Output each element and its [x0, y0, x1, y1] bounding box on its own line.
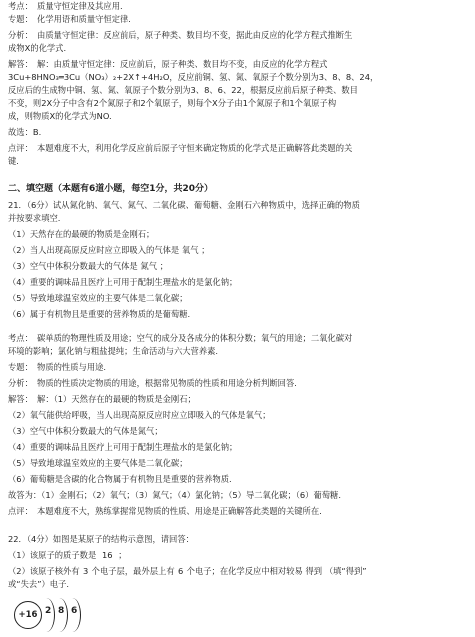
q21-item-4-end: ； — [229, 277, 238, 287]
pingjia-line-cont: 键. — [8, 156, 19, 166]
q22-item-2-gain-answer: 得到 — [303, 565, 325, 578]
q21-jieda-3: （3）空气中体积分数最大的气体是氮气； — [8, 426, 163, 436]
q22-stem: 22．（4分）如图是某原子的结构示意图，请回答： — [8, 534, 194, 544]
q21-final-answer: 故答为：（1）金刚石；（2）氧气；（3）氮气；（4）氯化钠；（5）导二氧化碳；（6）葡萄糖. — [8, 490, 341, 500]
q22-item-2 — [8, 565, 469, 578]
equation-line: 3Cu+8HNO₃═3Cu（NO₃）₂+2X↑+4H₂O，反应前铜、氢、氮、氧原子个数分别为3、8、8、24， — [8, 72, 379, 82]
kaodian-line: 考点： 质量守恒定律及其应用. — [8, 1, 123, 11]
q22-item-1-end: ； — [118, 550, 127, 560]
q21-item-6-text: （6）属于有机物且是重要的营养物质的是 — [8, 309, 163, 319]
atom-structure-diagram — [14, 598, 134, 632]
q21-jieda-2: （2）氧气能供给呼吸，当人出现高原反应时应立即吸入的气体是氧气； — [8, 410, 271, 420]
q21-jieda-4: （4）重要的调味品且医疗上可用于配制生理盐水的是氯化钠； — [8, 442, 238, 452]
q21-jieda-1: 解答： 解：（1）天然存在的最硬的物质是金刚石； — [8, 394, 196, 404]
q21-item-6-end: . — [187, 309, 191, 319]
q22-item-2-shells-answer: 3 — [80, 565, 92, 578]
q21-item-4 — [8, 276, 469, 289]
q21-item-3 — [8, 260, 469, 273]
q21-item-2 — [8, 244, 469, 257]
pingjia-line: 点评： 本题难度不大，利用化学反应前后原子守恒来确定物质的化学式是正确解答此类题的关 — [8, 143, 353, 153]
q21-item-4-answer: 氯化钠 — [204, 276, 229, 289]
q22-item-2-cont: 或“失去”）电子. — [8, 579, 70, 589]
answer-choice: 故选：B. — [8, 127, 42, 137]
q21-kaodian: 考点： 碳单质的物理性质及用途；空气的成分及各成分的体积分数；氧气的用途；二氧化碳对 — [8, 333, 353, 343]
q21-zhuanti: 专题： 物质的性质与用途. — [8, 362, 107, 372]
q21-fenxi: 分析： 物质的性质决定物质的用途，根据常见物质的性质和用途分析判断回答. — [8, 378, 297, 388]
q21-item-5-text: （5）导致地球温室效应的主要气体是 — [8, 293, 147, 303]
q21-item-5-answer: 二氧化碳 — [146, 292, 179, 305]
q21-item-1 — [8, 228, 469, 241]
q21-kaodian-cont: 环境的影响；氯化钠与粗盐提纯；生命活动与六大营养素. — [8, 346, 219, 356]
q21-item-2-text: （2）当人出现高原反应时应立即吸入的气体是 — [8, 245, 180, 255]
q22-item-1-text: （1）该原子的质子数是 — [8, 550, 97, 560]
q21-item-1-end: ； — [146, 229, 155, 239]
q22-item-2-outer-answer: 6 — [175, 565, 187, 578]
q21-item-3-answer: 氮气 — [138, 260, 160, 273]
q21-item-2-end: ； — [201, 245, 210, 255]
q21-stem: 21．（6分）试从氮化钠、氧气、氮气、二氧化碳、葡萄糖、金刚石六种物质中，选择正确的物质 — [8, 200, 360, 210]
q22-item-2-text-b: 个电子层，最外层上有 — [91, 566, 175, 576]
q22-item-2-text-a: （2）该原子核外有 — [8, 566, 80, 576]
q21-item-5 — [8, 292, 469, 305]
q21-pingjia: 点评： 本题难度不大，熟练掌握常见物质的性质、用途是正确解答此类题的关键所在. — [8, 506, 322, 516]
q21-item-4-text: （4）重要的调味品且医疗上可用于配制生理盐水的是 — [8, 277, 205, 287]
jieda-line-4: 不变，则2X分子中含有2个氮原子和2个氧原子，则每个X分子由1个氮原子和1个氧原子构 — [8, 98, 337, 108]
q21-item-3-end: ； — [159, 261, 169, 271]
q21-stem-cont: 并按要求填空. — [8, 213, 61, 223]
electron-count-3: 6 — [71, 606, 78, 616]
q21-item-6 — [8, 308, 469, 321]
q21-jieda-5: （5）导致地球温室效应的主要气体是二氧化碳； — [8, 458, 188, 468]
electron-count-1: 2 — [45, 606, 52, 616]
q22-item-1-answer: 16 — [96, 549, 118, 562]
electron-count-2: 8 — [58, 606, 65, 616]
atom-nucleus: +16 — [14, 601, 42, 629]
jieda-line: 解答： 解：由质量守恒定律：反应前后，原子种类、数目均不变，由反应的化学方程式 — [8, 59, 328, 69]
q22-item-2-text-d: （填“得到” — [324, 566, 367, 576]
q21-item-6-answer: 葡萄糖 — [163, 308, 188, 321]
q21-item-3-text: （3）空气中体积分数最大的气体是 — [8, 261, 138, 271]
q22-item-1 — [8, 549, 469, 562]
q21-item-1-answer: 金刚石 — [121, 228, 146, 241]
jieda-line-5: 成，则物质X的化学式为NO. — [8, 111, 112, 121]
q21-item-5-end: ； — [179, 293, 188, 303]
q21-jieda-6: （6）葡萄糖是含碳的化合物属于有机物且是重要的营养物质. — [8, 474, 232, 484]
q21-item-1-text: （1）天然存在的最硬的物质是 — [8, 229, 122, 239]
fenxi-line: 分析： 由质量守恒定律：反应前后，原子种类、数目均不变，据此由反应的化学方程式推断生 — [8, 30, 353, 40]
fenxi-line-cont: 成物X的化学式. — [8, 43, 67, 53]
q21-item-2-answer: 氧气 — [179, 244, 201, 257]
jieda-line-3: 反应后的生成物中铜、氢、氮、氧原子个数分别为3、8、6、22，根据反应前后原子种类、数目 — [8, 85, 358, 95]
zhuanti-line: 专题： 化学用语和质量守恒定律. — [8, 14, 131, 24]
section-title: 二、填空题（本题有6道小题，每空1分，共20分） — [8, 184, 214, 194]
q22-item-2-text-c: 个电子；在化学反应中相对较易 — [186, 566, 303, 576]
